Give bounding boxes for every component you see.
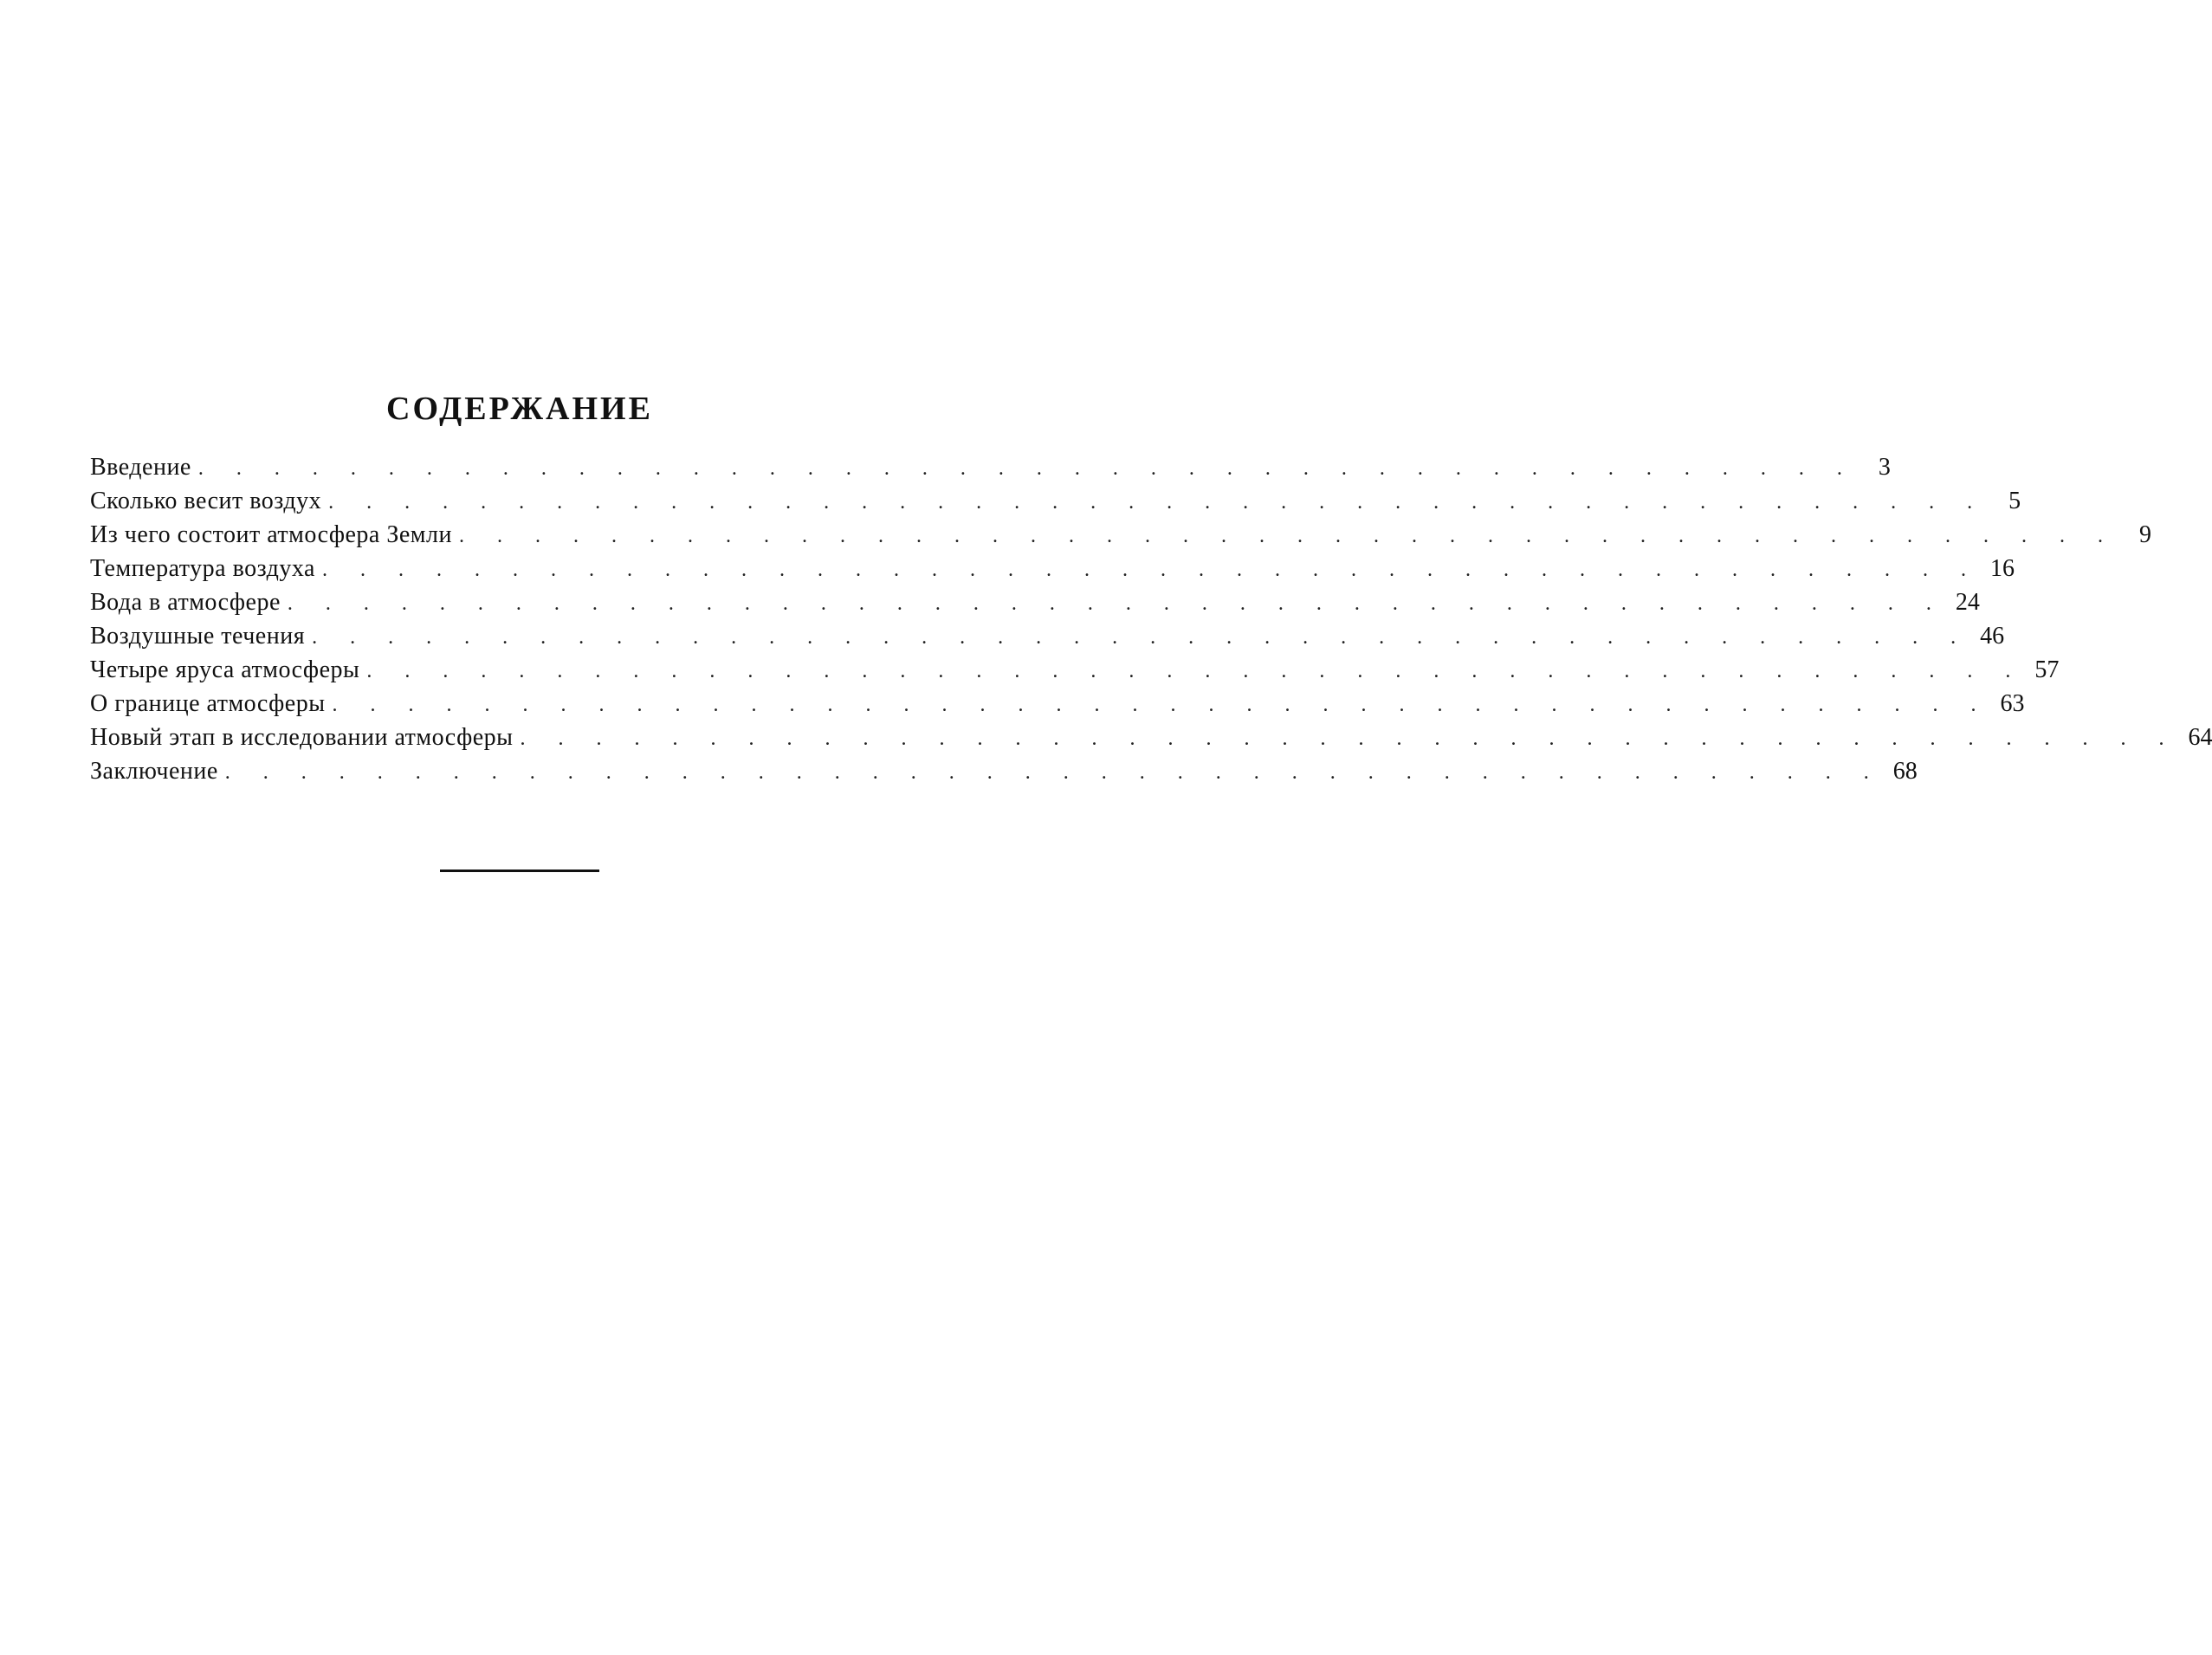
toc-entry-label: Вода в атмосфере [90, 589, 281, 616]
toc-entry[interactable] [90, 518, 2151, 552]
dot-leader: . . . . . . . . . . . . . . . . . . . . . . . . . . . . . . . . . . . . . . . . . . . . [321, 559, 1980, 581]
toc-entry-label: Из чего состоит атмосфера Земли [90, 521, 452, 548]
toc-entry-page: 5 [2008, 488, 2021, 514]
dot-leader: . . . . . . . . . . . . . . . . . . . . . . . . . . . . . . . . . . . . . . . . . . . . [328, 491, 1987, 514]
end-rule [440, 870, 599, 872]
toc-entry-page: 24 [1955, 589, 1980, 616]
dot-leader: . . . . . . . . . . . . . . . . . . . . . . . . . . . . . . . . . . . . . . . . . . . . [197, 457, 1856, 480]
toc-entry-label: Новый этап в исследовании атмосферы [90, 724, 514, 751]
toc-entry-label: О границе атмосферы [90, 690, 326, 717]
toc-entry-page: 63 [2000, 690, 2025, 717]
toc-entry-label: Воздушные течения [90, 623, 306, 650]
toc-entry[interactable] [90, 450, 1891, 484]
toc-entry[interactable] [90, 552, 2015, 585]
toc-entry-page: 57 [2034, 656, 2060, 683]
dot-leader: . . . . . . . . . . . . . . . . . . . . . . . . . . . . . . . . . . . . . . . . . . . . [224, 761, 1883, 784]
toc-entry[interactable] [90, 721, 2212, 754]
toc-entry-page: 46 [1980, 623, 2005, 650]
dot-leader: . . . . . . . . . . . . . . . . . . . . . . . . . . . . . . . . . . . . . . . . . . . . [287, 592, 1945, 615]
toc-entry[interactable] [90, 754, 1918, 788]
toc-entry-page: 16 [1989, 555, 2015, 582]
toc-entry-label: Температура воздуха [90, 555, 315, 582]
dot-leader: . . . . . . . . . . . . . . . . . . . . . . . . . . . . . . . . . . . . . . . . . . . . [312, 626, 1970, 649]
toc-entry[interactable] [90, 653, 2060, 687]
dot-leader: . . . . . . . . . . . . . . . . . . . . . . . . . . . . . . . . . . . . . . . . . . . . [520, 727, 2178, 750]
toc-entry-label: Заключение [90, 758, 218, 785]
toc-entry-page: 3 [1878, 454, 1891, 481]
toc-list [90, 450, 2212, 788]
toc-entry-label: Сколько весит воздух [90, 488, 322, 514]
toc-entry-label: Введение [90, 454, 191, 481]
toc-entry[interactable] [90, 585, 1980, 619]
toc-entry[interactable] [90, 484, 2021, 518]
toc-title: СОДЕРЖАНИЕ [386, 391, 653, 427]
toc-entry-page: 68 [1892, 758, 1918, 785]
toc-entry-page: 64 [2188, 724, 2212, 751]
toc-entry[interactable] [90, 619, 2005, 653]
toc-entry-label: Четыре яруса атмосферы [90, 656, 360, 683]
dot-leader: . . . . . . . . . . . . . . . . . . . . . . . . . . . . . . . . . . . . . . . . . . . . [366, 660, 2025, 682]
dot-leader: . . . . . . . . . . . . . . . . . . . . . . . . . . . . . . . . . . . . . . . . . . . . [458, 525, 2117, 547]
toc-entry[interactable] [90, 687, 2025, 721]
dot-leader: . . . . . . . . . . . . . . . . . . . . . . . . . . . . . . . . . . . . . . . . . . . . [332, 694, 1990, 716]
toc-entry-page: 9 [2138, 521, 2151, 548]
